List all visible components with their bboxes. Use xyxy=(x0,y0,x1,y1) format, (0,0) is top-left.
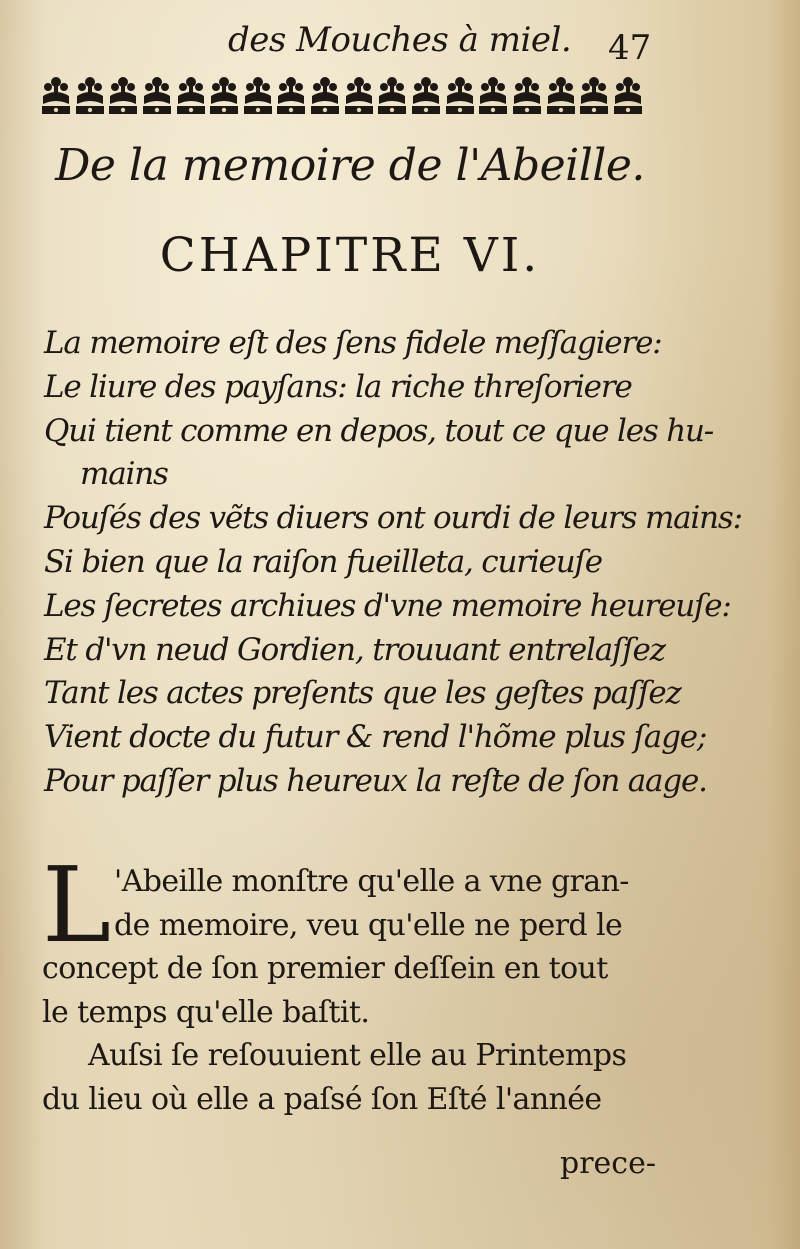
fleuron-icon xyxy=(376,74,408,116)
verse-line: Si bien que la raiſon fueilleta, curieuſe xyxy=(44,543,602,580)
fleuron-icon xyxy=(612,74,644,116)
prose-line: concept de ſon premier deſſein en tout xyxy=(42,951,608,986)
verse-line: Pour paſſer plus heureux la reſte de ſon aage. xyxy=(44,762,707,799)
ornament-band xyxy=(40,72,644,116)
prose-line: de memoire, veu qu'elle ne perd le xyxy=(114,907,623,943)
verse-block xyxy=(44,322,742,804)
fleuron-icon xyxy=(578,74,610,116)
verse-line: Tant les actes preſents que les geſtes paſſez xyxy=(44,675,681,712)
fleuron-icon xyxy=(141,74,173,116)
fleuron-icon xyxy=(40,74,72,116)
fleuron-icon xyxy=(444,74,476,116)
fleuron-icon xyxy=(107,74,139,116)
fleuron-icon xyxy=(208,74,240,116)
prose-line: Auſsi ſe reſouuient elle au Printemps xyxy=(88,1038,627,1073)
catchword: prece- xyxy=(560,1146,656,1181)
verse-line: Vient docte du futur & rend l'hõme plus ſage; xyxy=(44,719,707,756)
prose-line: le temps qu'elle baſtit. xyxy=(42,994,370,1030)
running-head xyxy=(0,18,800,66)
verse-line: Et d'vn neud Gordien, trouuant entrelaſſez xyxy=(44,631,665,668)
fleuron-icon xyxy=(477,74,509,116)
drop-cap: L xyxy=(42,844,111,966)
fleuron-icon xyxy=(175,74,207,116)
fleuron-icon xyxy=(545,74,577,116)
section-title: De la memoire de l'Abeille. xyxy=(55,140,645,191)
fleuron-icon xyxy=(410,74,442,116)
fleuron-icon xyxy=(511,74,543,116)
fleuron-icon xyxy=(343,74,375,116)
fleuron-icon xyxy=(242,74,274,116)
verse-line: Les ſecretes archiues d'vne memoire heureuſe: xyxy=(44,587,731,624)
chapter-heading: CHAPITRE VI. xyxy=(159,228,541,283)
verse-line: mains xyxy=(80,456,168,493)
prose-line: du lieu où elle a paſsé ſon Eſté l'année xyxy=(42,1081,602,1117)
verse-line: Pouſés des vẽts diuers ont ourdi de leurs mains: xyxy=(44,500,742,537)
fleuron-icon xyxy=(74,74,106,116)
prose-line: 'Abeille monſtre qu'elle a vne gran- xyxy=(114,864,629,899)
fleuron-icon xyxy=(309,74,341,116)
verse-line: Le liure des payſans: la riche threſoriere xyxy=(44,368,632,405)
verse-line: La memoire eſt des ſens fidele meſſagiere: xyxy=(44,325,662,361)
running-title: des Mouches à miel. xyxy=(228,20,572,60)
verse-line: Qui tient comme en depos, tout ce que les hu- xyxy=(44,412,714,449)
fleuron-icon xyxy=(275,74,307,116)
prose-block xyxy=(42,844,682,1121)
page-number: 47 xyxy=(608,28,652,68)
